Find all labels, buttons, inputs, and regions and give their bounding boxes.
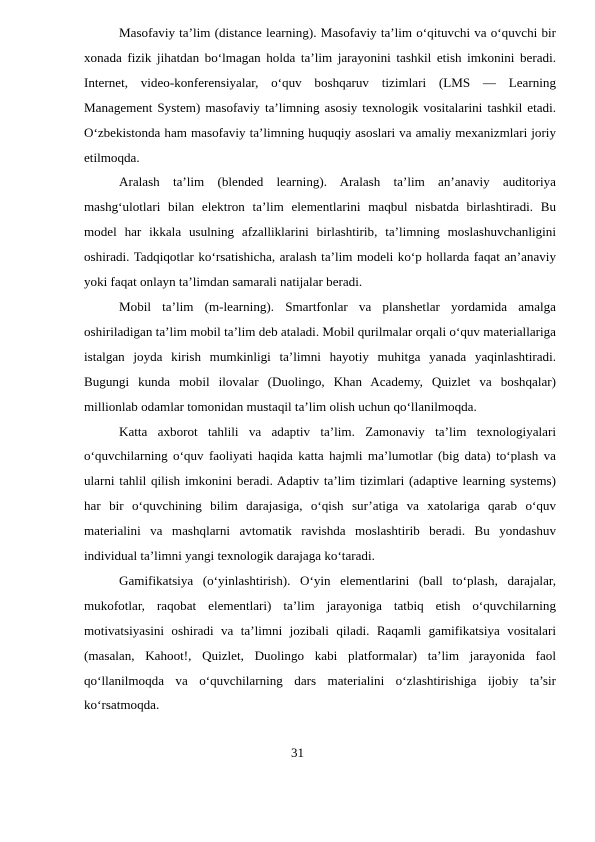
paragraph-mobile-learning: Mobil ta’lim (m-learning). Smartfonlar va planshetlar yordamida amalga oshiriladigan ta’lim mobil ta’lim deb ataladi. Mobil qurilmalar orqali o‘quv materiallariga istalgan joyda kirish mumkinligi ta’limni hayotiy muhitga yanada yaqinlashtiradi. Bugungi kunda mobil ilovalar (Duolingo, Khan Academy, Quizlet va boshqalar) millionlab odamlar tomonidan mustaqil ta’lim olish uchun qo‘llanilmoqda. [84,298,556,414]
paragraph-blended-learning: Aralash ta’lim (blended learning). Aralash ta’lim an’anaviy auditoriya mashg‘ulotlari bilan elektron ta’lim elementlarini maqbul nisbatda birlashtiradi. Bu model har ikkala usulning afzalliklarini birlashtirib, ta’limning moslashuvchanligini oshiradi. Tadqiqotlar ko‘rsatishicha, aralash ta’lim modeli ko‘p hollarda faqat an’anaviy yoki faqat onlayn ta’limdan samarali natijalar beradi. [84,174,556,290]
paragraph-gamification: Gamifikatsiya (o‘yinlashtirish). O‘yin elementlarini (ball to‘plash, darajalar, mukofotlar, raqobat elementlari) ta’lim jarayoniga tatbiq etish o‘quvchilarning motivatsiyasini oshiradi va ta’limni jozibali qiladi. Raqamli gamifikatsiya vositalari (masalan, Kahoot!, Quizlet, Duolingo kabi platformalar) ta’lim jarayonida faol qo‘llanilmoqda va o‘quvchilarning dars materialini o‘zlashtirishiga ijobiy ta’sir ko‘rsatmoqda. [84,572,556,713]
paragraph-big-data-adaptive: Katta axborot tahlili va adaptiv ta’lim. Zamonaviy ta’lim texnologiyalari o‘quvchilarning o‘quv faoliyati haqida katta hajmli ma’lumotlar (big data) to‘plash va ularni tahlil qilish imkonini beradi. Adaptiv ta’lim tizimlari (adaptive learning systems) har bir o‘quvchining bilim darajasiga, o‘qish sur’atiga va xatolariga qarab o‘quv materialini va mashqlarni avtomatik ravishda moslashtirib beradi. Bu yondashuv individual ta’limni yangi texnologik darajaga ko‘taradi. [84,423,556,564]
paragraph-distance-learning: Masofaviy ta’lim (distance learning). Masofaviy ta’lim o‘qituvchi va o‘quvchi bir xonada fizik jihatdan bo‘lmagan holda ta’lim jarayonini tashkil etish imkonini beradi. Internet, video-konferensiyalar, o‘quv boshqaruv tizimlari (LMS — Learning Management System) masofaviy ta’limning asosiy texnologik vositalarini tashkil etadi. O‘zbekistonda ham masofaviy ta’limning huquqiy asoslari va amaliy mexanizmlari joriy etilmoqda. [84,25,556,165]
document-body [84,21,556,718]
page-number: 31 [291,745,304,760]
